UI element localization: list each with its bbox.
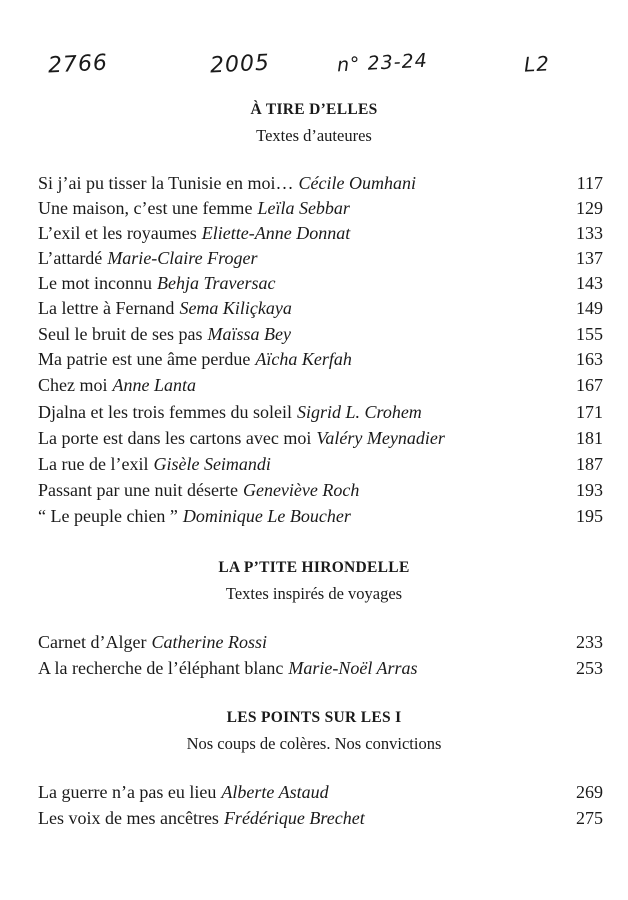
entry-author: Eliette-Anne Donnat — [201, 223, 351, 243]
entry-author: Behja Traversac — [156, 273, 276, 293]
toc-entry — [38, 373, 603, 397]
entry-author: Valéry Meynadier — [316, 428, 445, 448]
entry-title: La rue de l’exil — [38, 454, 149, 474]
entry-page: 269 — [576, 782, 603, 802]
entry-page: 129 — [576, 198, 603, 218]
entry-page: 137 — [576, 248, 603, 268]
entry-page: 163 — [576, 349, 603, 369]
entry-page: 275 — [576, 808, 603, 828]
toc-entry — [38, 171, 603, 195]
entry-author: Anne Lanta — [112, 375, 196, 395]
section-subtitle-la-ptite-hirondelle: Textes inspirés de voyages — [225, 584, 403, 603]
entry-page: 149 — [576, 298, 603, 318]
section-subtitle-a-tire-delles: Textes d’auteures — [256, 126, 372, 145]
toc-entry — [38, 400, 603, 424]
entry-page: 133 — [576, 223, 603, 243]
toc-entry — [38, 780, 603, 804]
toc-entry — [38, 504, 603, 528]
toc-entry — [38, 246, 603, 270]
entry-title: Le mot inconnu — [38, 273, 152, 293]
entry-title: Chez moi — [38, 375, 108, 395]
toc-entry — [38, 322, 603, 346]
entry-author: Geneviève Roch — [242, 480, 360, 500]
entry-title: Ma patrie est une âme perdue — [38, 349, 251, 369]
toc-entry — [38, 806, 603, 830]
entry-page: 167 — [576, 375, 603, 395]
entry-title: La guerre n’a pas eu lieu — [38, 782, 217, 802]
entry-page: 143 — [576, 273, 603, 293]
toc-entry — [38, 656, 603, 680]
entry-page: 181 — [576, 428, 603, 448]
entry-title: Passant par une nuit déserte — [38, 480, 238, 500]
entry-title: “ Le peuple chien ” — [38, 506, 178, 526]
toc-entry — [38, 347, 603, 371]
handwritten-mark: L2 — [523, 51, 551, 77]
entry-author: Catherine Rossi — [151, 632, 267, 652]
entry-page: 117 — [576, 173, 603, 193]
section-title-la-ptite-hirondelle: LA P’TITE HIRONDELLE — [218, 559, 410, 576]
toc-entry — [38, 221, 603, 245]
entry-title: L’attardé — [38, 248, 103, 268]
handwritten-year: 2005 — [209, 50, 271, 79]
entry-title: L’exil et les royaumes — [38, 223, 197, 243]
section-title-les-points-sur-les-i: LES POINTS SUR LES I — [226, 709, 402, 726]
entry-title: La porte est dans les cartons avec moi — [38, 428, 312, 448]
toc-entry — [38, 196, 603, 220]
toc-entry — [38, 296, 603, 320]
entry-author: Frédérique Brechet — [223, 808, 365, 828]
entry-page: 187 — [576, 454, 603, 474]
entry-author: Sema Kiliçkaya — [179, 298, 292, 318]
entry-author: Maïssa Bey — [207, 324, 291, 344]
section-subtitle-les-points-sur-les-i: Nos coups de colères. Nos convictions — [186, 734, 442, 753]
toc-entry — [38, 630, 603, 654]
entry-title: Djalna et les trois femmes du soleil — [38, 402, 292, 422]
section-title-a-tire-delles: À TIRE D’ELLES — [250, 101, 378, 118]
entry-title: La lettre à Fernand — [38, 298, 175, 318]
entry-author: Aïcha Kerfah — [255, 349, 352, 369]
entry-page: 193 — [576, 480, 603, 500]
toc-entry — [38, 452, 603, 476]
entry-author: Alberte Astaud — [221, 782, 329, 802]
entry-author: Marie-Noël Arras — [288, 658, 418, 678]
entry-title: Si j’ai pu tisser la Tunisie en moi… — [38, 173, 294, 193]
handwritten-issue-number: n° 23-24 — [336, 49, 429, 77]
toc-entry — [38, 426, 603, 450]
entry-title: Les voix de mes ancêtres — [38, 808, 219, 828]
toc-entry — [38, 271, 603, 295]
entry-title: Une maison, c’est une femme — [38, 198, 253, 218]
entry-author: Gisèle Seimandi — [153, 454, 271, 474]
entry-page: 253 — [576, 658, 603, 678]
entry-page: 155 — [576, 324, 603, 344]
handwritten-ref-number: 2766 — [47, 50, 109, 79]
entry-author: Dominique Le Boucher — [182, 506, 351, 526]
entry-title: A la recherche de l’éléphant blanc — [38, 658, 284, 678]
entry-page: 195 — [576, 506, 603, 526]
entry-author: Leïla Sebbar — [257, 198, 350, 218]
entry-author: Sigrid L. Crohem — [296, 402, 422, 422]
entry-page: 233 — [576, 632, 603, 652]
entry-title: Seul le bruit de ses pas — [38, 324, 203, 344]
toc-entry — [38, 478, 603, 502]
entry-author: Marie-Claire Froger — [107, 248, 258, 268]
entry-page: 171 — [576, 402, 603, 422]
entry-title: Carnet d’Alger — [38, 632, 147, 652]
entry-author: Cécile Oumhani — [298, 173, 416, 193]
